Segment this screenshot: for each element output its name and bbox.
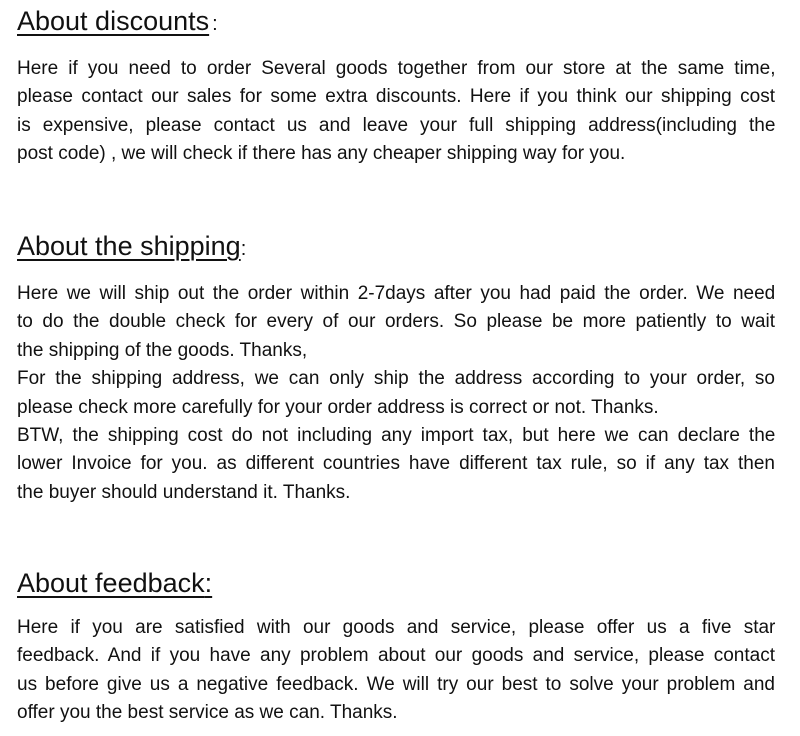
heading-discounts-text: About discounts <box>17 6 210 36</box>
heading-feedback <box>17 566 775 600</box>
text-line: us before give us a negative feedback. We will try our best to solve your problem and <box>17 673 775 695</box>
text-line: please contact our sales for some extra discounts. Here if you think our shipping cost <box>17 86 775 108</box>
section-discounts <box>17 4 775 169</box>
section-shipping <box>17 229 775 507</box>
section-feedback <box>17 566 775 728</box>
text-line: BTW, the shipping cost do not including any import tax, but here we can declare the <box>17 425 776 447</box>
text-line: the shipping of the goods. Thanks, <box>17 339 308 361</box>
heading-discounts-colon: : <box>212 13 218 35</box>
heading-feedback-text: About feedback <box>17 568 205 598</box>
heading-shipping <box>17 229 775 266</box>
heading-shipping-colon: : <box>240 238 247 260</box>
heading-feedback-colon: : <box>204 568 213 598</box>
text-line: Here if you are satisfied with our goods and service, please offer us a five star <box>17 617 776 638</box>
paragraph-discounts <box>17 55 775 169</box>
text-line: is expensive, please contact us and leave your full shipping address(including the <box>17 114 776 136</box>
text-line: feedback. And if you have any problem about our goods and service, please contact <box>17 645 775 667</box>
heading-shipping-text: About the shipping <box>17 231 241 261</box>
paragraph-feedback <box>17 614 775 728</box>
heading-discounts <box>17 4 775 41</box>
text-line: please check more carefully for your order address is correct or not. Thanks. <box>17 396 659 418</box>
text-line: Here if you need to order Several goods together from our store at the same time, <box>17 58 776 79</box>
text-line: post code) , we will check if there has any cheaper shipping way for you. <box>17 143 626 165</box>
text-line: to do the double check for every of our orders. So please be more patiently to wait <box>17 311 775 333</box>
text-line: the buyer should understand it. Thanks. <box>17 481 351 503</box>
text-line: For the shipping address, we can only ship the address according to your order, so <box>17 368 775 390</box>
paragraph-shipping <box>17 280 775 507</box>
text-line: offer you the best service as we can. Thanks. <box>17 702 398 724</box>
text-line: lower Invoice for you. as different countries have different tax rule, so if any tax then <box>17 453 775 475</box>
text-line: Here we will ship out the order within 2-7days after you had paid the order. We need <box>17 283 776 304</box>
